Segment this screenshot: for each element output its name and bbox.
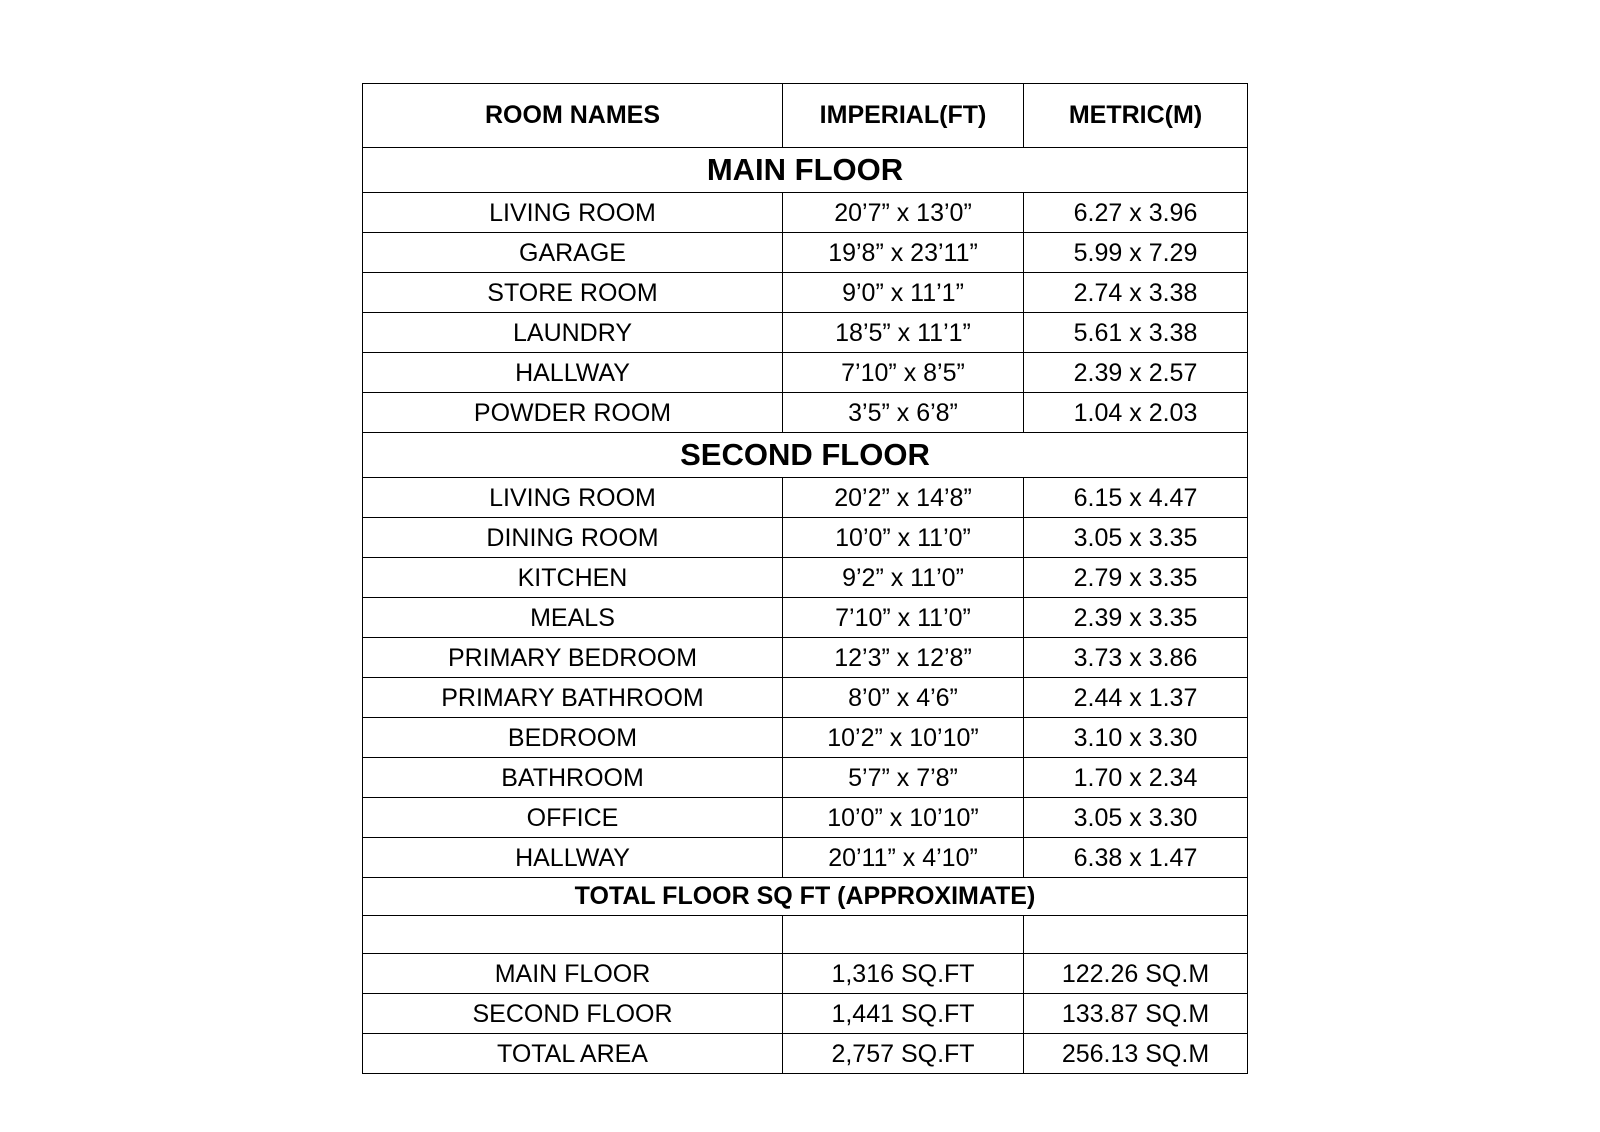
header-metric: METRIC(M) bbox=[1024, 84, 1248, 148]
room-name: PRIMARY BATHROOM bbox=[363, 678, 783, 718]
table-row bbox=[363, 393, 1248, 433]
room-name: KITCHEN bbox=[363, 558, 783, 598]
table-row bbox=[363, 353, 1248, 393]
table-row bbox=[363, 994, 1248, 1034]
imperial-size: 19’8” x 23’11” bbox=[783, 233, 1024, 273]
imperial-size: 18’5” x 11’1” bbox=[783, 313, 1024, 353]
imperial-size: 9’2” x 11’0” bbox=[783, 558, 1024, 598]
imperial-area: 1,441 SQ.FT bbox=[783, 994, 1024, 1034]
table-row bbox=[363, 1034, 1248, 1074]
blank-cell bbox=[783, 916, 1024, 954]
metric-size: 3.05 x 3.35 bbox=[1024, 518, 1248, 558]
imperial-size: 3’5” x 6’8” bbox=[783, 393, 1024, 433]
metric-size: 1.04 x 2.03 bbox=[1024, 393, 1248, 433]
metric-size: 5.99 x 7.29 bbox=[1024, 233, 1248, 273]
metric-size: 3.73 x 3.86 bbox=[1024, 638, 1248, 678]
section-row-totals bbox=[363, 878, 1248, 916]
blank-row bbox=[363, 916, 1248, 954]
section-row-main-floor bbox=[363, 148, 1248, 193]
room-name: STORE ROOM bbox=[363, 273, 783, 313]
table-row bbox=[363, 193, 1248, 233]
table-row bbox=[363, 558, 1248, 598]
metric-area: 133.87 SQ.M bbox=[1024, 994, 1248, 1034]
metric-size: 2.39 x 2.57 bbox=[1024, 353, 1248, 393]
room-name: POWDER ROOM bbox=[363, 393, 783, 433]
imperial-size: 20’2” x 14’8” bbox=[783, 478, 1024, 518]
section-title-second-floor: SECOND FLOOR bbox=[363, 433, 1248, 478]
room-name: HALLWAY bbox=[363, 353, 783, 393]
imperial-size: 10’2” x 10’10” bbox=[783, 718, 1024, 758]
section-title-totals: TOTAL FLOOR SQ FT (APPROXIMATE) bbox=[363, 878, 1248, 916]
room-name: LAUNDRY bbox=[363, 313, 783, 353]
metric-size: 2.79 x 3.35 bbox=[1024, 558, 1248, 598]
metric-area: 122.26 SQ.M bbox=[1024, 954, 1248, 994]
room-name: MEALS bbox=[363, 598, 783, 638]
room-name: BATHROOM bbox=[363, 758, 783, 798]
metric-size: 2.74 x 3.38 bbox=[1024, 273, 1248, 313]
metric-size: 2.39 x 3.35 bbox=[1024, 598, 1248, 638]
room-name: LIVING ROOM bbox=[363, 193, 783, 233]
floor-name: MAIN FLOOR bbox=[363, 954, 783, 994]
floor-name: TOTAL AREA bbox=[363, 1034, 783, 1074]
imperial-size: 7’10” x 8’5” bbox=[783, 353, 1024, 393]
room-name: HALLWAY bbox=[363, 838, 783, 878]
metric-area: 256.13 SQ.M bbox=[1024, 1034, 1248, 1074]
room-name: DINING ROOM bbox=[363, 518, 783, 558]
header-imperial: IMPERIAL(FT) bbox=[783, 84, 1024, 148]
table-row bbox=[363, 718, 1248, 758]
header-room-names: ROOM NAMES bbox=[363, 84, 783, 148]
imperial-size: 10’0” x 10’10” bbox=[783, 798, 1024, 838]
table-row bbox=[363, 954, 1248, 994]
section-title-main-floor: MAIN FLOOR bbox=[363, 148, 1248, 193]
table-row bbox=[363, 518, 1248, 558]
metric-size: 3.05 x 3.30 bbox=[1024, 798, 1248, 838]
blank-cell bbox=[1024, 916, 1248, 954]
metric-size: 1.70 x 2.34 bbox=[1024, 758, 1248, 798]
table-row bbox=[363, 798, 1248, 838]
metric-size: 3.10 x 3.30 bbox=[1024, 718, 1248, 758]
table-row bbox=[363, 758, 1248, 798]
room-name: LIVING ROOM bbox=[363, 478, 783, 518]
room-name: GARAGE bbox=[363, 233, 783, 273]
imperial-size: 20’11” x 4’10” bbox=[783, 838, 1024, 878]
imperial-area: 1,316 SQ.FT bbox=[783, 954, 1024, 994]
imperial-size: 7’10” x 11’0” bbox=[783, 598, 1024, 638]
metric-size: 5.61 x 3.38 bbox=[1024, 313, 1248, 353]
imperial-size: 20’7” x 13’0” bbox=[783, 193, 1024, 233]
table-row bbox=[363, 233, 1248, 273]
blank-cell bbox=[363, 916, 783, 954]
section-row-second-floor bbox=[363, 433, 1248, 478]
table-row bbox=[363, 273, 1248, 313]
metric-size: 6.38 x 1.47 bbox=[1024, 838, 1248, 878]
table-row bbox=[363, 638, 1248, 678]
room-name: BEDROOM bbox=[363, 718, 783, 758]
imperial-size: 12’3” x 12’8” bbox=[783, 638, 1024, 678]
imperial-size: 10’0” x 11’0” bbox=[783, 518, 1024, 558]
room-name: PRIMARY BEDROOM bbox=[363, 638, 783, 678]
imperial-size: 9’0” x 11’1” bbox=[783, 273, 1024, 313]
imperial-area: 2,757 SQ.FT bbox=[783, 1034, 1024, 1074]
metric-size: 6.27 x 3.96 bbox=[1024, 193, 1248, 233]
room-name: OFFICE bbox=[363, 798, 783, 838]
imperial-size: 8’0” x 4’6” bbox=[783, 678, 1024, 718]
table-header-row bbox=[363, 84, 1248, 148]
table-row bbox=[363, 838, 1248, 878]
table-row bbox=[363, 678, 1248, 718]
metric-size: 6.15 x 4.47 bbox=[1024, 478, 1248, 518]
table-row bbox=[363, 478, 1248, 518]
metric-size: 2.44 x 1.37 bbox=[1024, 678, 1248, 718]
floor-name: SECOND FLOOR bbox=[363, 994, 783, 1034]
table-row bbox=[363, 313, 1248, 353]
table-row bbox=[363, 598, 1248, 638]
room-dimensions-table bbox=[362, 83, 1248, 1074]
imperial-size: 5’7” x 7’8” bbox=[783, 758, 1024, 798]
